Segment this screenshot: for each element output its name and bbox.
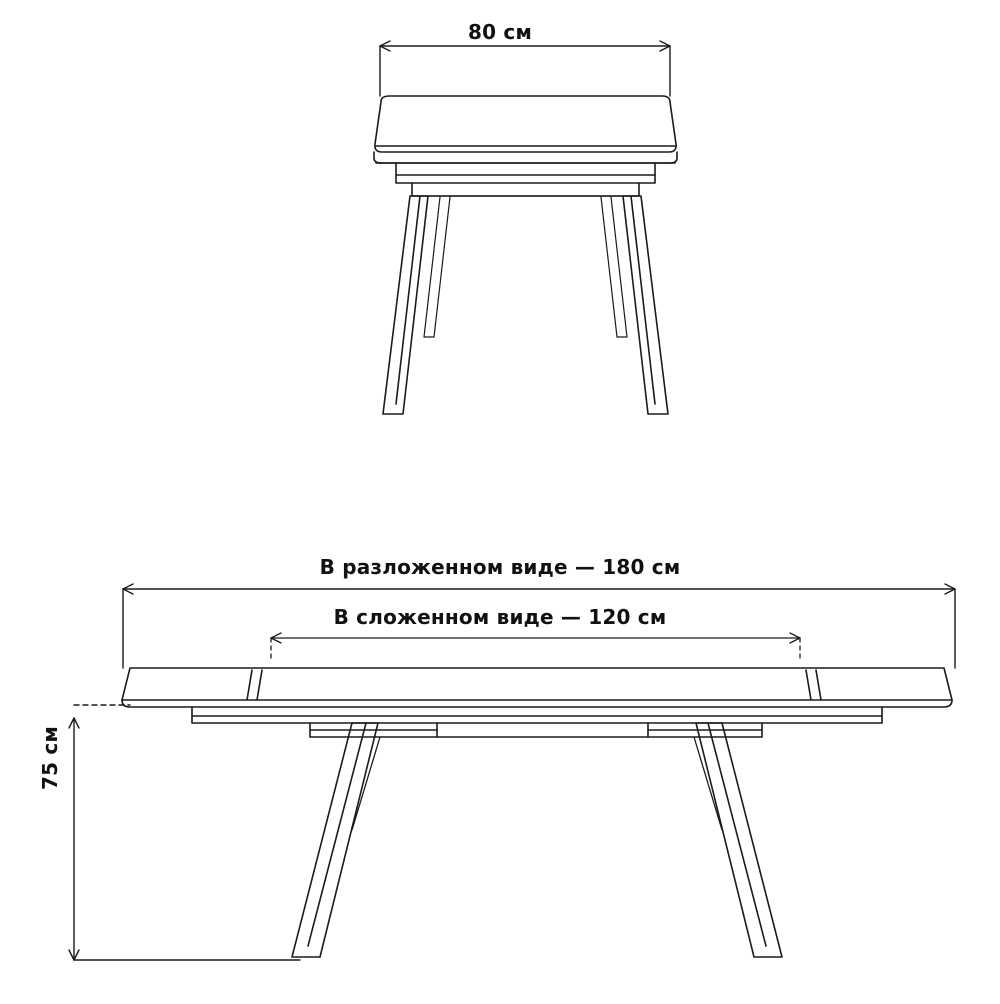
- side-view-inner-supports: [352, 737, 722, 830]
- front-view-right-leg: [623, 196, 668, 414]
- folded-dimension-line: [271, 633, 800, 660]
- side-view-group: [69, 584, 955, 960]
- folded-dimension-label: В сложенном виде — 120 см: [333, 605, 667, 629]
- width-dimension-line: [380, 41, 670, 96]
- side-view-apron: [192, 707, 882, 737]
- front-view-rear-legs: [424, 197, 627, 337]
- side-view-tabletop: [122, 668, 952, 707]
- height-dimension-label: 75 см: [38, 726, 62, 790]
- unfolded-dimension-label: В разложенном виде — 180 см: [319, 555, 681, 579]
- front-view-apron: [396, 163, 655, 196]
- front-view-left-leg: [383, 196, 428, 414]
- width-dimension-label: 80 см: [468, 20, 532, 44]
- side-view-left-leg: [292, 723, 378, 957]
- height-dimension-line: [69, 705, 300, 960]
- side-view-right-leg: [696, 723, 782, 957]
- front-view-tabletop: [374, 96, 677, 163]
- front-view-group: [374, 41, 677, 414]
